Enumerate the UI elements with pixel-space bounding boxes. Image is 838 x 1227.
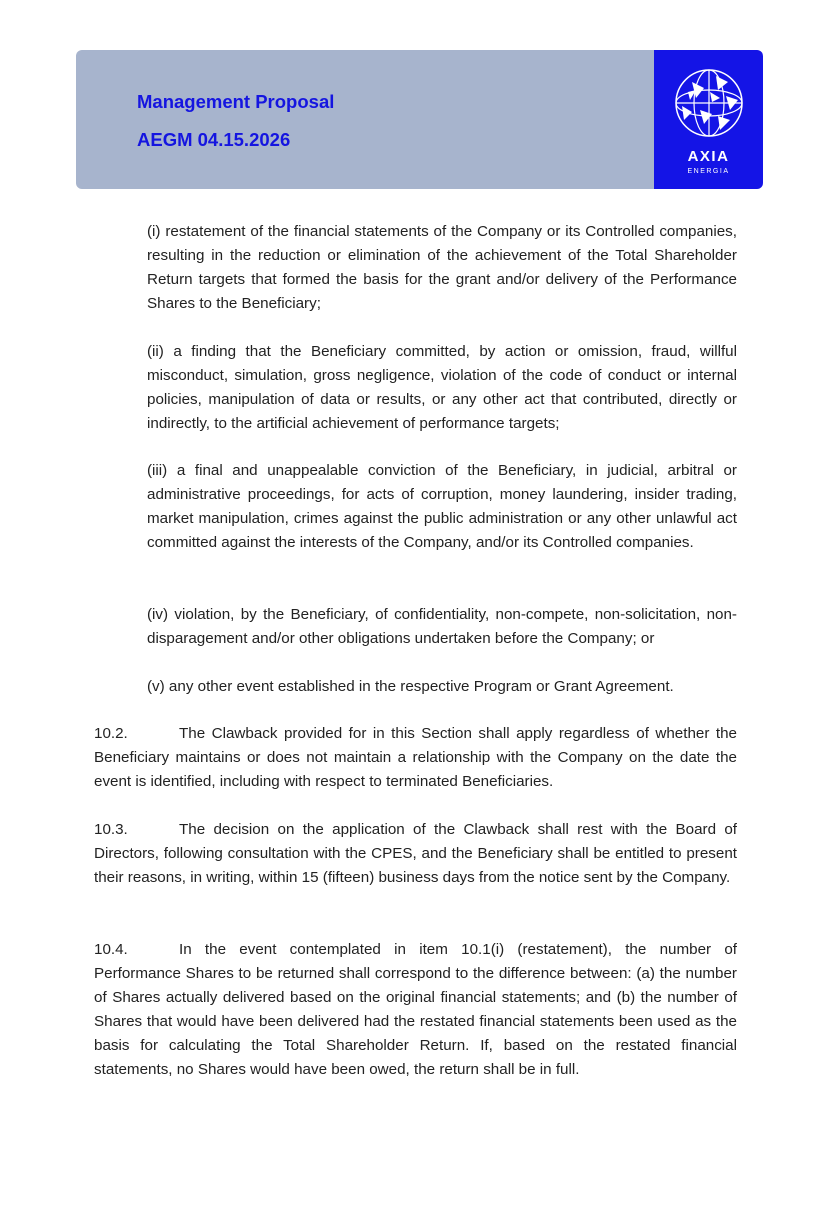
section-text: In the event contemplated in item 10.1(i) (restatement), the number of Performance Shares to be returned shall correspond to the difference between: (a) the number of Shares actually delivered based on the original financial statements; and (b) the number of Shares that would have been delivered had the restated financial statements been used as the basis for calculating the Total Shareholder Return. If, based on the restated financial statements, no Shares would have been owed, the return shall be in full.	[94, 941, 737, 1078]
clawback-item-v: (v) any other event established in the respective Program or Grant Agreement.	[147, 678, 674, 695]
section-text: The decision on the application of the Clawback shall rest with the Board of Directors, following consultation with the CPES, and the Beneficiary shall be entitled to present their reasons, in writing, within 15 (fifteen) business days from the notice sent by the Company.	[94, 821, 737, 886]
meeting-date: AEGM 04.15.2026	[137, 129, 291, 150]
logo-subname: ENERGIA	[687, 168, 730, 175]
clawback-item-iii: (iii) a final and unappealable conviction of the Beneficiary, in judicial, arbitral or administrative proceedings, for acts of corruption, money laundering, insider trading, market manipulation, crimes against the public administration or any other unlawful act committed against the interests of the Company, and/or its Controlled companies.	[147, 462, 737, 551]
clawback-item-iv: (iv) violation, by the Beneficiary, of confidentiality, non-compete, non-solicitation, non-disparagement and/or other obligations undertaken before the Company; or	[147, 606, 737, 647]
clawback-item-ii: (ii) a finding that the Beneficiary committed, by action or omission, fraud, willful misconduct, simulation, gross negligence, violation of the code of conduct or internal policies, manipulation of data or results, or any other act that contributed, directly or indirectly, to the artificial achievement of performance targets;	[147, 343, 737, 432]
logo-name: AXIA	[687, 148, 730, 165]
section-10-2	[94, 722, 737, 794]
company-logo	[654, 50, 763, 189]
section-text: The Clawback provided for in this Section shall apply regardless of whether the Beneficiary maintains or does not maintain a relationship with the Company on the date the event is identified, including with respect to terminated Beneficiaries.	[94, 725, 737, 790]
section-10-3	[94, 818, 737, 890]
section-10-4	[94, 938, 737, 1082]
document-title: Management Proposal	[137, 91, 335, 112]
globe-icon	[674, 68, 744, 138]
clawback-item-i: (i) restatement of the financial statements of the Company or its Controlled companies, resulting in the reduction or elimination of the achievement of the Total Shareholder Return targets that formed the basis for the grant and/or delivery of the Performance Shares to the Beneficiary;	[147, 223, 737, 312]
section-number: 10.4.	[94, 941, 128, 958]
section-number: 10.3.	[94, 821, 128, 838]
section-number: 10.2.	[94, 725, 128, 742]
header-band	[76, 50, 654, 189]
